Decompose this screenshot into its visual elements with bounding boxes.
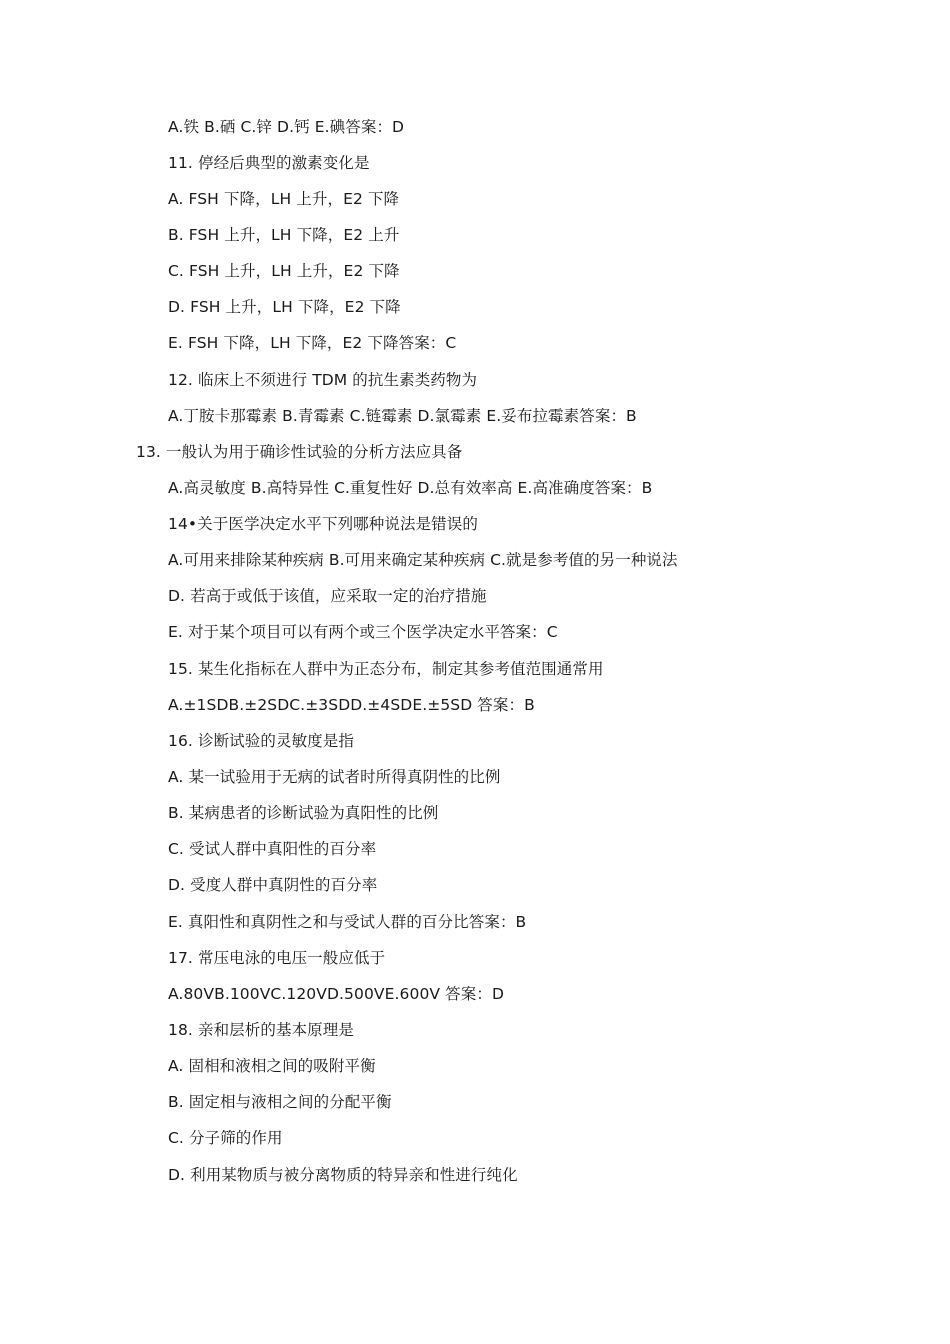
q12-question: 12. 临床上不须进行 TDM 的抗生素类药物为 bbox=[168, 371, 478, 389]
q14-option-e-answer: E. 对于某个项目可以有两个或三个医学决定水平答案：C bbox=[168, 623, 558, 641]
q16-option-e-answer: E. 真阳性和真阴性之和与受试人群的百分比答案：B bbox=[168, 913, 527, 931]
q13-options-answer: A.高灵敏度 B.高特异性 C.重复性好 D.总有效率高 E.高准确度答案：B bbox=[168, 479, 653, 497]
q17-question: 17. 常压电泳的电压一般应低于 bbox=[168, 949, 386, 967]
q11-option-a: A. FSH 下降，LH 上升，E2 下降 bbox=[168, 190, 400, 208]
q18-question: 18. 亲和层析的基本原理是 bbox=[168, 1021, 354, 1039]
q15-options-answer: A.±1SDB.±2SDC.±3SDD.±4SDE.±5SD 答案：B bbox=[168, 696, 535, 714]
q16-question: 16. 诊断试验的灵敏度是指 bbox=[168, 732, 354, 750]
q12-options-answer: A.丁胺卡那霉素 B.青霉素 C.链霉素 D.氯霉素 E.妥布拉霉素答案：B bbox=[168, 407, 637, 425]
q16-option-d: D. 受度人群中真阴性的百分率 bbox=[168, 876, 378, 894]
q10-options-answer: A.铁 B.硒 C.锌 D.钙 E.碘答案：D bbox=[168, 118, 405, 136]
q16-option-b: B. 某病患者的诊断试验为真阳性的比例 bbox=[168, 804, 439, 822]
q16-option-c: C. 受试人群中真阳性的百分率 bbox=[168, 840, 377, 858]
q15-question: 15. 某生化指标在人群中为正态分布，制定其参考值范围通常用 bbox=[168, 660, 604, 678]
q11-question: 11. 停经后典型的激素变化是 bbox=[168, 154, 370, 172]
q18-option-a: A. 固相和液相之间的吸附平衡 bbox=[168, 1057, 376, 1075]
q16-option-a: A. 某一试验用于无病的试者时所得真阴性的比例 bbox=[168, 768, 501, 786]
q11-option-b: B. FSH 上升，LH 下降，E2 上升 bbox=[168, 226, 400, 244]
q17-options-answer: A.80VB.100VC.120VD.500VE.600V 答案：D bbox=[168, 985, 504, 1003]
q18-option-c: C. 分子筛的作用 bbox=[168, 1129, 283, 1147]
q14-question: 14•关于医学决定水平下列哪种说法是错误的 bbox=[168, 515, 478, 533]
q11-option-c: C. FSH 上升，LH 上升，E2 下降 bbox=[168, 262, 400, 280]
q13-question: 13. 一般认为用于确诊性试验的分析方法应具备 bbox=[136, 443, 463, 461]
q14-option-d: D. 若高于或低于该值，应采取一定的治疗措施 bbox=[168, 587, 487, 605]
q11-option-d: D. FSH 上升，LH 下降，E2 下降 bbox=[168, 298, 401, 316]
q18-option-d: D. 利用某物质与被分离物质的特异亲和性进行纯化 bbox=[168, 1166, 518, 1184]
q11-option-e-answer: E. FSH 下降，LH 下降，E2 下降答案：C bbox=[168, 334, 457, 352]
q18-option-b: B. 固定相与液相之间的分配平衡 bbox=[168, 1093, 392, 1111]
q14-options-abc: A.可用来排除某种疾病 B.可用来确定某种疾病 C.就是参考值的另一种说法 bbox=[168, 551, 678, 569]
